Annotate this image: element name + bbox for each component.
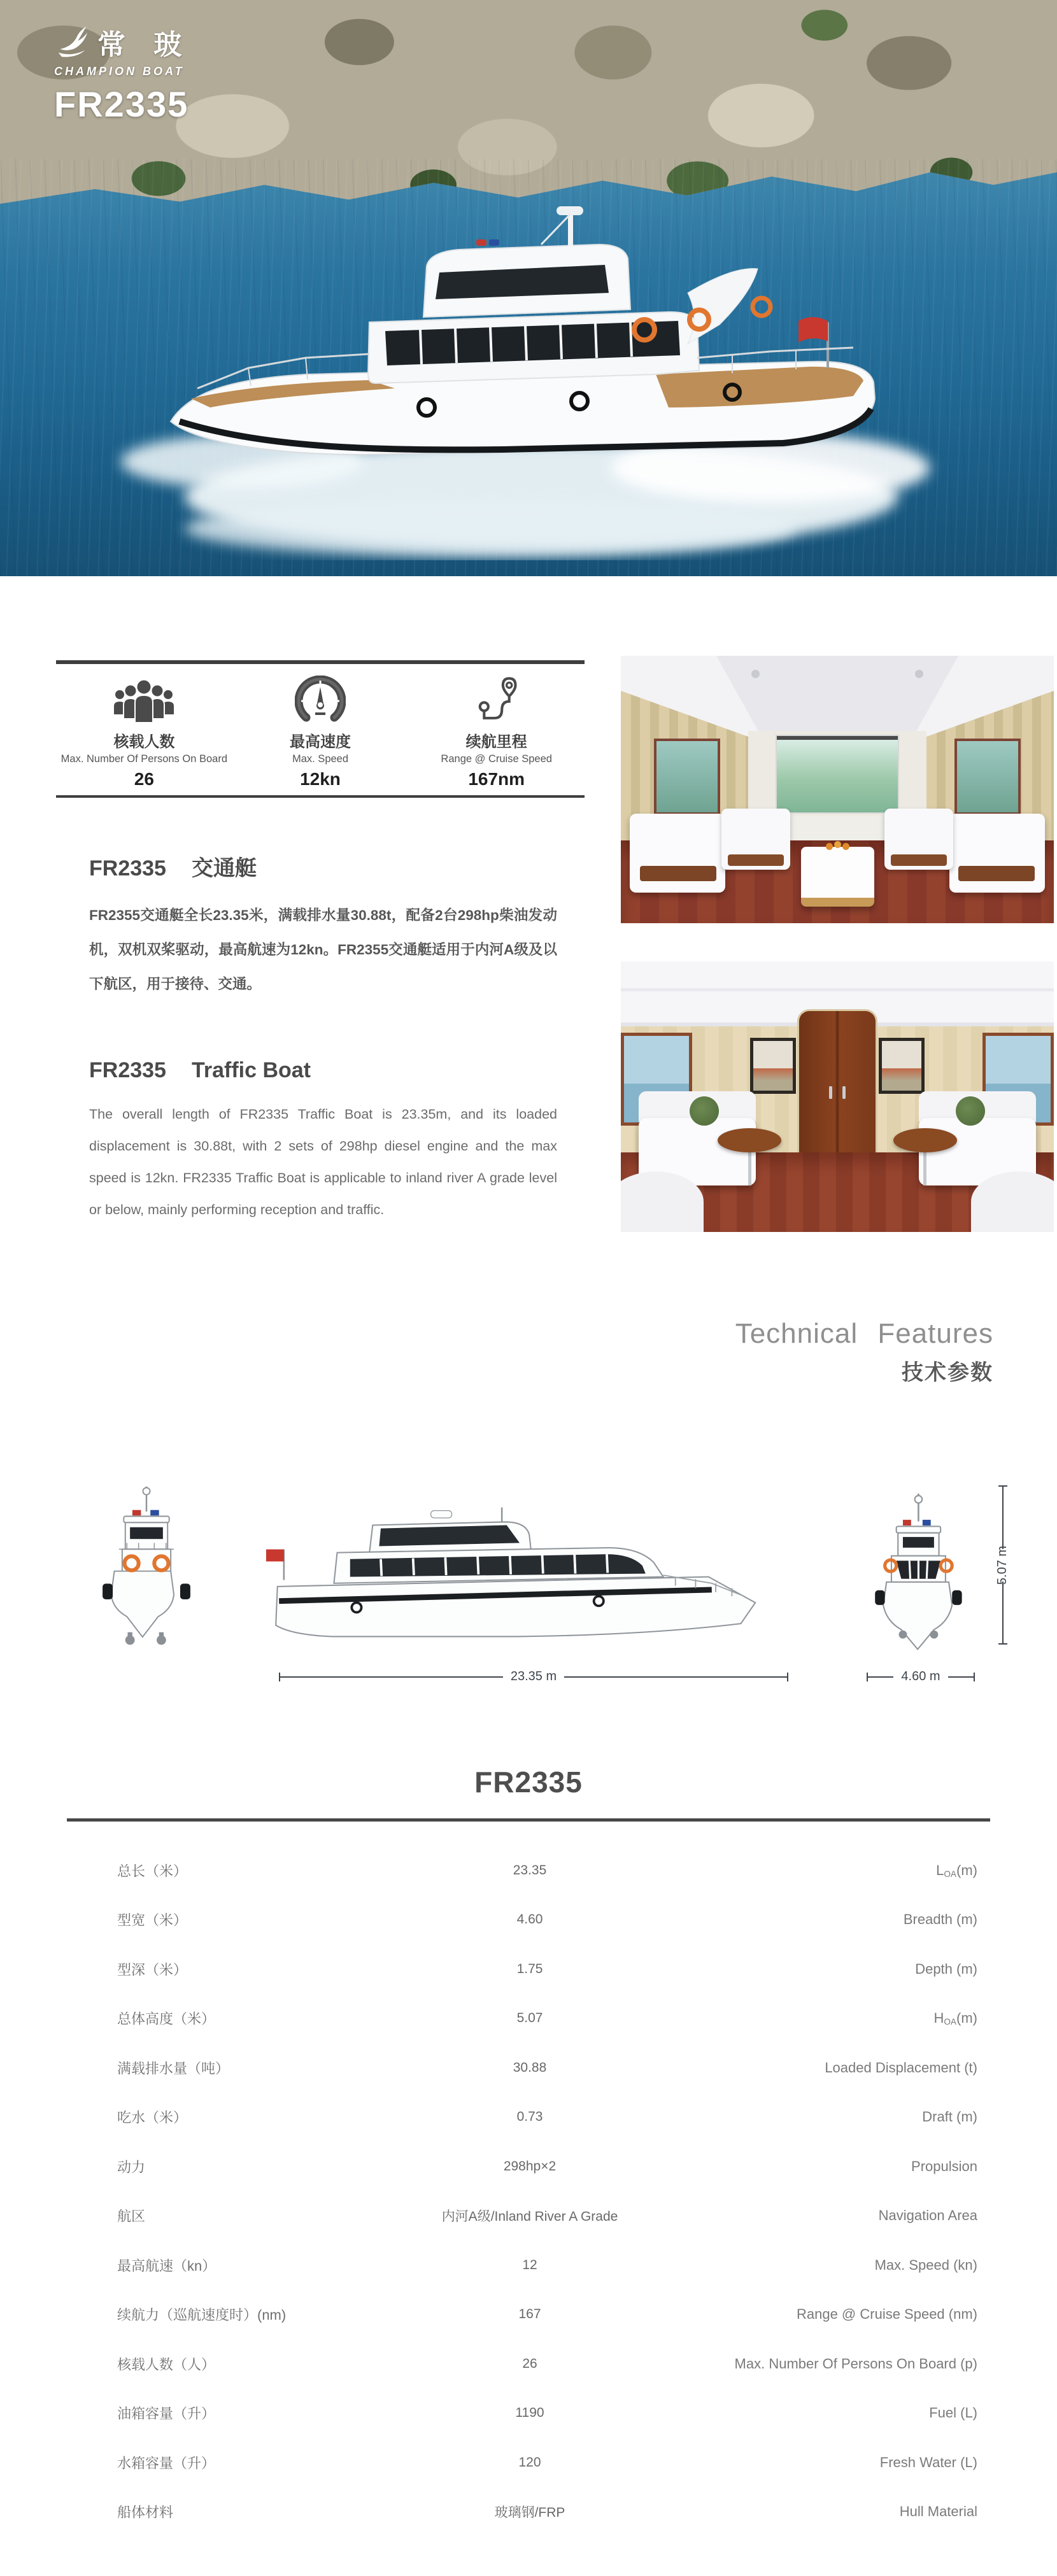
photo-plant [956, 1096, 985, 1126]
photo-wood-door [799, 1011, 876, 1165]
intro-section-en [89, 1058, 557, 1226]
table-row [67, 2142, 990, 2191]
technical-features-heading [735, 1318, 993, 1386]
row-label-cn: 航区 [117, 2208, 146, 2225]
table-row [67, 2389, 990, 2438]
spec-speed-label-cn: 最高速度 [290, 733, 351, 751]
row-label-en: Max. Number Of Persons On Board (p) [734, 2355, 977, 2372]
model-title: FR2335 [54, 84, 189, 124]
table-row [67, 1994, 990, 2044]
height-dimension-label: 5.07 m [995, 1545, 1010, 1585]
table-row [67, 2488, 990, 2537]
row-value: 12 [522, 2257, 537, 2272]
photo-armrest [640, 866, 716, 881]
photo-round-table [893, 1128, 957, 1152]
row-label-cn: 型深（米） [117, 1962, 188, 1978]
technical-features-title-cn: 技术参数 [902, 1361, 993, 1385]
beam-dimension [867, 1669, 975, 1684]
photo-fruit [842, 843, 849, 850]
cabin-interior-photo [621, 961, 1054, 1232]
photo-corner-seat [971, 1171, 1054, 1232]
intro-section-cn [89, 851, 557, 1001]
table-row [67, 1944, 990, 1994]
brand-name-cn: 常 玻 [97, 29, 192, 60]
row-label-cn: 吃水（米） [117, 2109, 188, 2126]
photo-fruit [834, 841, 841, 848]
row-label-en: HOA(m) [933, 2010, 977, 2027]
beam-dimension-label: 4.60 m [901, 1669, 940, 1683]
photo-ceiling-beam [621, 988, 1054, 991]
table-row [67, 2191, 990, 2241]
table-row [67, 1846, 990, 1895]
row-label-cn: 水箱容量（升） [117, 2455, 216, 2472]
row-label-cn: 总长（米） [117, 1863, 188, 1879]
feather-icon [54, 23, 90, 62]
photo-framed-picture [879, 1038, 925, 1094]
row-value: 26 [522, 2356, 537, 2371]
height-dimension [995, 1485, 1011, 1645]
table-row [67, 1895, 990, 1945]
row-value: 5.07 [516, 2011, 543, 2026]
key-specs-band [56, 660, 585, 798]
side-view-diagram [259, 1503, 777, 1653]
photo-downlight [751, 670, 760, 678]
intro-cn-title [89, 851, 557, 882]
table-row [67, 2339, 990, 2389]
photo-coffee-table [801, 847, 874, 907]
row-label-en: Range @ Cruise Speed (nm) [796, 2306, 977, 2323]
intro-cn-body: FR2355交通艇全长23.35米，满载排水量30.88t，配备2台298hp柴油发动机，双机双桨驱动，最高航速为12kn。FR2355交通艇适用于内河A级及以下航区，用于接待、交通。 [89, 907, 557, 992]
row-label-cn: 续航力（巡航速度时）(nm) [117, 2307, 287, 2323]
hero-boat-illustration [96, 191, 949, 560]
persons-icon [56, 674, 232, 726]
row-label-en: Navigation Area [878, 2207, 977, 2224]
photo-downlight [915, 670, 923, 678]
photo-armrest [891, 854, 947, 866]
route-icon [408, 674, 585, 726]
length-dimension [279, 1669, 788, 1684]
table-row [67, 2290, 990, 2340]
spec-speed [232, 664, 409, 795]
spec-range-value: 167nm [468, 769, 525, 789]
table-row [67, 2093, 990, 2142]
technical-features-title-en: Technical Features [735, 1318, 993, 1349]
photo-projector-screen [777, 736, 898, 812]
table-row [67, 2240, 990, 2290]
spec-speed-value: 12kn [300, 769, 341, 789]
row-value: 23.35 [513, 1862, 547, 1878]
row-value: 玻璃钢/FRP [494, 2505, 565, 2521]
row-label-cn: 油箱容量（升） [117, 2405, 216, 2422]
bow-view-diagram [867, 1485, 974, 1654]
table-row [67, 2043, 990, 2093]
brand-name-en: CHAMPION BOAT [54, 65, 185, 78]
spec-range-label-en: Range @ Cruise Speed [441, 753, 552, 765]
row-value: 167 [518, 2307, 541, 2322]
brand-logo [54, 22, 192, 125]
length-dimension-label: 23.35 m [510, 1669, 557, 1683]
spec-speed-label-en: Max. Speed [292, 753, 349, 765]
row-value: 298hp×2 [503, 2158, 557, 2174]
photo-window-right [954, 739, 1021, 815]
spec-range-label-cn: 续航里程 [465, 733, 527, 751]
spec-table-title: FR2335 [474, 1766, 583, 1799]
row-label-en: LOA(m) [936, 1862, 977, 1879]
photo-round-table [718, 1128, 781, 1152]
intro-cn-type: 交通艇 [191, 856, 257, 881]
spec-table [67, 1765, 990, 2537]
row-label-en: Draft (m) [922, 2109, 977, 2125]
row-label-en: Max. Speed (kn) [874, 2256, 977, 2273]
speedometer-icon [232, 674, 409, 726]
spec-persons-label-en: Max. Number Of Persons On Board [60, 753, 228, 765]
spec-persons [56, 664, 232, 795]
intro-en-title [89, 1058, 557, 1083]
row-label-en: Propulsion [911, 2158, 977, 2174]
table-row [67, 2438, 990, 2488]
photo-armrest [728, 854, 784, 866]
photo-door-handle [829, 1086, 832, 1099]
photo-framed-picture [750, 1038, 796, 1094]
boat-graphic [96, 191, 949, 560]
row-value: 0.73 [516, 2109, 543, 2125]
intro-en-model: FR2335 [89, 1058, 166, 1082]
salon-interior-photo [621, 656, 1054, 923]
row-label-en: Fuel (L) [929, 2405, 977, 2421]
row-value: 内河A级/Inland River A Grade [441, 2209, 618, 2225]
row-label-cn: 核载人数（人） [117, 2356, 216, 2373]
row-value: 1.75 [516, 1961, 543, 1976]
spec-persons-label-cn: 核载人数 [113, 733, 175, 751]
row-label-cn: 型宽（米） [117, 1912, 188, 1928]
spec-range [408, 664, 585, 795]
intro-en-type: Traffic Boat [191, 1058, 311, 1082]
row-value: 30.88 [513, 2060, 547, 2075]
row-label-en: Fresh Water (L) [879, 2454, 977, 2470]
photo-plant [690, 1096, 719, 1126]
photo-armrest [958, 866, 1035, 881]
row-label-cn: 满载排水量（吨） [117, 2060, 230, 2077]
intro-en-body: The overall length of FR2335 Traffic Boat is 23.35m, and its loaded displacement is 30.88t, with 2 sets of 298hp diesel engine and the max speed is 12kn. FR2335 Traffic Boat is applicable to inland river A grade level or below, mainly performing reception and traffic. [89, 1107, 557, 1217]
spec-persons-value: 26 [134, 769, 154, 789]
row-value: 1190 [515, 2405, 544, 2421]
row-label-cn: 总体高度（米） [117, 2011, 216, 2027]
row-label-en: Depth (m) [915, 1960, 977, 1977]
row-label-en: Hull Material [899, 2503, 977, 2520]
stern-view-diagram [96, 1477, 197, 1653]
hero-photo [0, 0, 1057, 576]
row-label-cn: 最高航速（kn） [117, 2258, 216, 2274]
intro-cn-model: FR2335 [89, 856, 166, 881]
photo-window-left [654, 739, 720, 815]
row-label-en: Loaded Displacement (t) [825, 2059, 977, 2076]
row-value: 4.60 [516, 1912, 543, 1927]
photo-door-handle [842, 1086, 846, 1099]
row-label-en: Breadth (m) [903, 1911, 977, 1928]
row-value: 120 [518, 2454, 541, 2470]
row-label-cn: 船体材料 [117, 2504, 174, 2521]
row-label-cn: 动力 [117, 2159, 146, 2176]
photo-fruit [826, 843, 833, 850]
